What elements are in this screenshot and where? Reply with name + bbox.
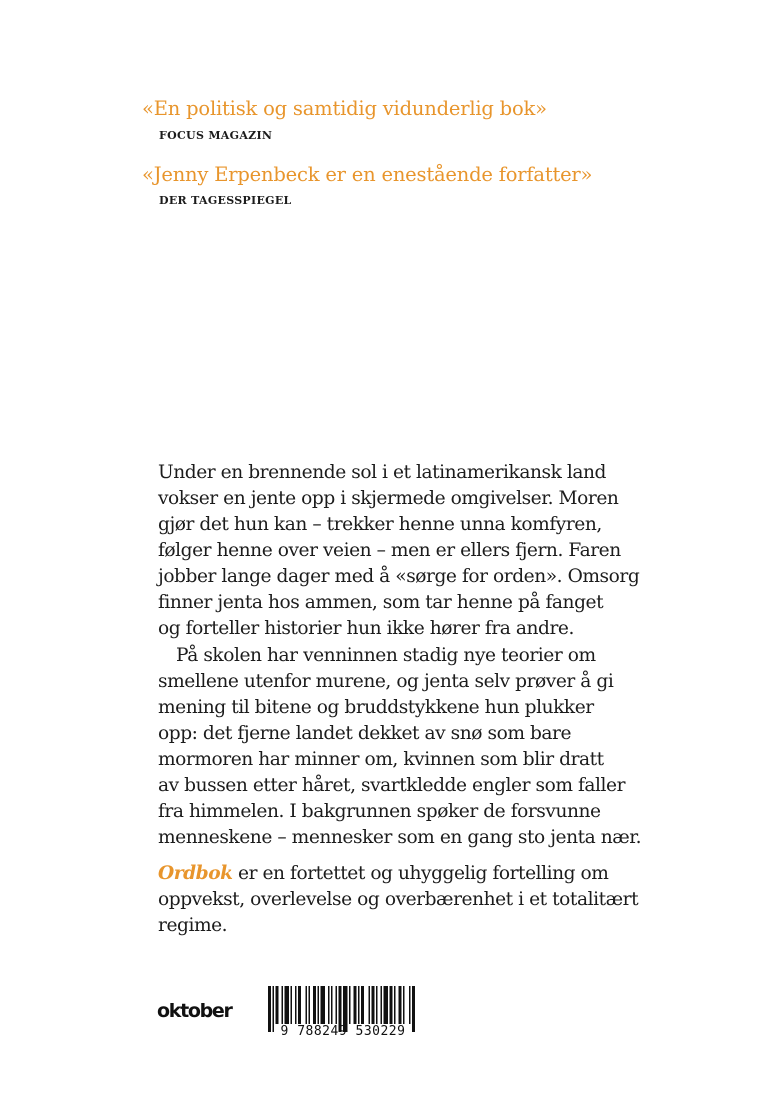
blurb-p3-line-3: regime. xyxy=(158,915,228,936)
blurb-p1-line-3: gjør det hun kan – trekker henne unna komfyren, xyxy=(158,514,602,535)
review-quote-2: «Jenny Erpenbeck er en enestående forfatter» xyxy=(142,163,593,186)
barcode-bar xyxy=(361,986,364,1024)
barcode-bar xyxy=(372,986,375,1024)
blurb-p2-line-6: av bussen etter håret, svartkledde engler som faller xyxy=(158,775,626,796)
barcode-bar xyxy=(376,986,378,1024)
barcode-bar xyxy=(291,986,293,1024)
blurb-p2-line-3: mening til bitene og bruddstykkene hun plukker xyxy=(158,697,594,718)
blurb-p3-line-2: oppvekst, overlevelse og overbærenhet i et totalitært xyxy=(158,889,639,910)
barcode-bar xyxy=(358,986,360,1024)
review-source-1: FOCUS MAGAZIN xyxy=(159,129,273,142)
barcode-bar xyxy=(390,986,393,1024)
barcode-bar xyxy=(384,986,389,1024)
barcode-bar xyxy=(318,986,320,1024)
barcode-bar xyxy=(336,986,338,1024)
barcode-bar xyxy=(394,986,396,1024)
barcode-bar xyxy=(354,986,357,1024)
blurb-p1-line-2: vokser en jente opp i skjermede omgivelser. Moren xyxy=(158,488,619,509)
blurb-p2-line-4: opp: det fjerne landet dekket av snø som bare xyxy=(158,723,572,744)
book-title: Ordbok xyxy=(158,863,233,884)
isbn-number: 9 788249 530229 xyxy=(280,1024,406,1039)
blurb-p2-line-1: På skolen har venninnen stadig nye teorier om xyxy=(176,645,596,666)
blurb-p1-line-5: jobber lange dager med å «sørge for orden». Omsorg xyxy=(158,566,640,587)
barcode-bar xyxy=(331,986,333,1024)
review-source-2: DER TAGESSPIEGEL xyxy=(159,194,292,207)
barcode-bar xyxy=(409,986,411,1024)
publisher-logo: oktober xyxy=(157,1000,232,1022)
blurb-p2-line-8: menneskene – mennesker som en gang sto jenta nær. xyxy=(158,827,642,848)
blurb-p2-line-7: fra himmelen. I bakgrunnen spøker de forsvunne xyxy=(158,801,601,822)
barcode-bar xyxy=(321,986,326,1024)
barcode-bar xyxy=(285,986,290,1024)
barcode-bar xyxy=(306,986,308,1024)
blurb-p1-line-1: Under en brennende sol i et latinamerikansk land xyxy=(158,462,606,483)
barcode-bar xyxy=(313,986,316,1024)
barcode-bar xyxy=(369,986,371,1024)
review-quote-1: «En politisk og samtidig vidunderlig bok» xyxy=(142,97,547,120)
barcode-bar xyxy=(403,986,405,1024)
barcode-bar xyxy=(328,986,330,1024)
barcode-bar xyxy=(298,986,301,1024)
barcode-bar xyxy=(309,986,311,1024)
barcode-bar xyxy=(399,986,402,1024)
barcode-bar xyxy=(276,986,279,1024)
blurb-p1-line-6: finner jenta hos ammen, som tar henne på fanget xyxy=(158,592,604,613)
barcode-bar xyxy=(381,986,383,1024)
blurb-p3-line-1-text: er en fortettet og uhyggelig fortelling om xyxy=(232,863,609,884)
barcode-bar xyxy=(295,986,297,1024)
blurb-p1-line-4: følger henne over veien – men er ellers fjern. Faren xyxy=(158,540,621,561)
barcode-bar xyxy=(282,986,284,1024)
blurb-p2-line-2: smellene utenfor murene, og jenta selv prøver å gi xyxy=(158,671,614,692)
blurb-p3-line-1 xyxy=(158,861,609,887)
blurb-p2-line-5: mormoren har minner om, kvinnen som blir dratt xyxy=(158,749,604,770)
blurb-p1-line-7: og forteller historier hun ikke hører fra andre. xyxy=(158,618,574,639)
barcode-bar xyxy=(349,986,351,1024)
